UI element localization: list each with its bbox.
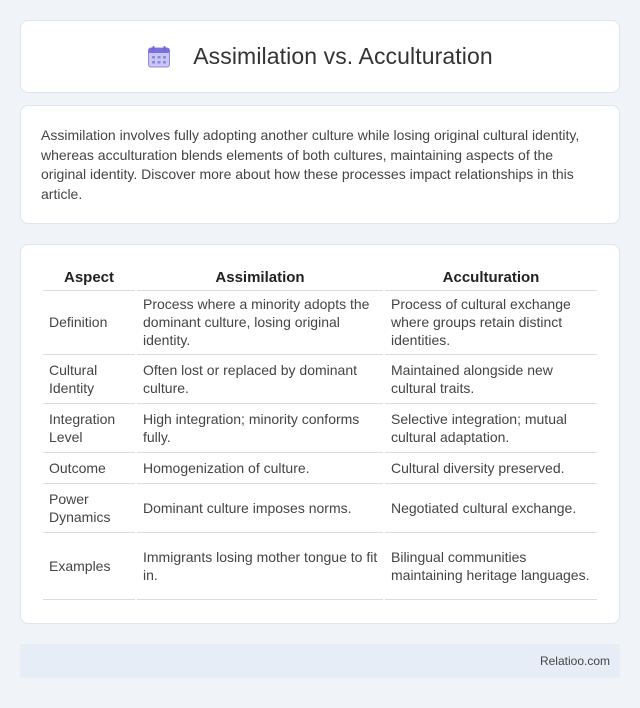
row-acculturation: Maintained alongside new cultural traits. [385,355,597,404]
footer-bar [20,644,620,678]
row-assimilation: Process where a minority adopts the dominant culture, losing original identity. [137,291,383,355]
row-aspect: Outcome [43,453,135,484]
row-assimilation: Often lost or replaced by dominant culture. [137,355,383,404]
row-aspect: Integration Level [43,404,135,453]
page-title: Assimilation vs. Acculturation [193,43,493,69]
row-aspect: Examples [43,533,135,600]
comparison-card [20,244,620,624]
intro-text: Assimilation involves fully adopting another culture while losing original cultural identity, whereas acculturation blends elements of both cultures, maintaining aspects of the original identity. Discover more about how these processes impact relationships in this article. [41,127,580,202]
row-aspect: Power Dynamics [43,484,135,533]
row-aspect: Cultural Identity [43,355,135,404]
title-card [20,20,620,93]
footer-brand: Relatioo.com [539,654,610,668]
row-acculturation: Cultural diversity preserved. [385,453,597,484]
row-acculturation: Negotiated cultural exchange. [385,484,597,533]
table-header-row [43,265,597,291]
table-row [43,484,597,533]
table-row [43,291,597,355]
intro-card [20,105,620,224]
table-row [43,355,597,404]
row-acculturation: Process of cultural exchange where groups retain distinct identities. [385,291,597,355]
row-assimilation: Immigrants losing mother tongue to fit in. [137,533,383,600]
column-header-assimilation: Assimilation [137,265,383,291]
column-header-aspect: Aspect [43,265,135,291]
table-row [43,533,597,600]
table-row [43,404,597,453]
row-assimilation: Dominant culture imposes norms. [137,484,383,533]
comparison-table [41,265,599,600]
row-aspect: Definition [43,291,135,355]
table-row [43,453,597,484]
calendar-icon [147,45,171,69]
row-assimilation: Homogenization of culture. [137,453,383,484]
column-header-acculturation: Acculturation [385,265,597,291]
row-assimilation: High integration; minority conforms fully. [137,404,383,453]
row-acculturation: Selective integration; mutual cultural adaptation. [385,404,597,453]
row-acculturation: Bilingual communities maintaining heritage languages. [385,533,597,600]
